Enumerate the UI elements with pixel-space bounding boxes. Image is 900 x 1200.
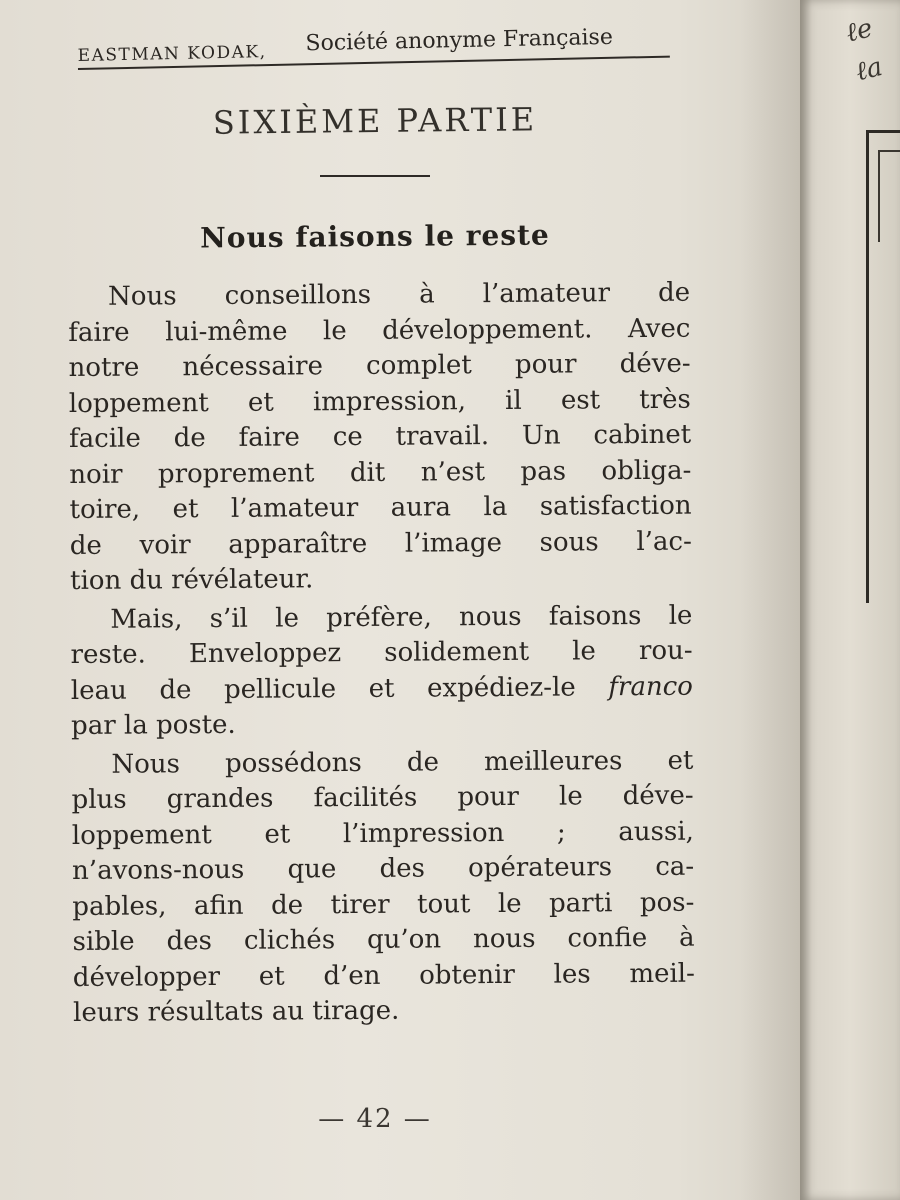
- paragraph-3: [71, 743, 695, 1031]
- text-line: sible des clichés qu’on nous confie à: [72, 922, 695, 957]
- text-line: notre nécessaire complet pour déve-: [68, 348, 691, 383]
- gutter-shadow: [740, 0, 800, 1200]
- title-rule: [320, 175, 430, 177]
- text-line: loppement et l’impression ; aussi,: [71, 816, 694, 851]
- text-line: par la poste.: [71, 709, 236, 741]
- paragraph-2: [70, 598, 693, 744]
- text-line: toire, et l’amateur aura la satisfaction: [69, 490, 692, 525]
- paragraph-1: [68, 276, 692, 600]
- section-title: Nous faisons le reste: [200, 218, 550, 255]
- page-number: — 42 —: [318, 1104, 432, 1134]
- text-line-start: leau de pellicule et expédiez-le: [70, 671, 576, 706]
- text-line: facile de faire ce travail. Un cabinet: [69, 419, 692, 454]
- text-line: tion du révélateur.: [69, 564, 314, 596]
- text-line: développer et d’en obtenir les meil-: [72, 958, 695, 993]
- running-head-company: Société anonyme Française: [305, 24, 614, 57]
- running-head: [77, 22, 670, 70]
- part-title: SIXIÈME PARTIE: [212, 100, 538, 142]
- text-line: de voir apparaître l’image sous l’ac-: [69, 526, 692, 561]
- adjacent-page: [800, 0, 900, 1200]
- text-line: faire lui-même le développement. Avec: [68, 313, 691, 348]
- text-line: n’avons-nous que des opérateurs ca-: [72, 851, 695, 886]
- italic-word: franco: [608, 671, 693, 702]
- text-line: leurs résultats au tirage.: [73, 995, 400, 1028]
- text-line-with-italic: [71, 669, 693, 709]
- text-line: reste. Enveloppez solidement le rou-: [70, 635, 693, 670]
- running-head-publisher: EASTMAN KODAK,: [77, 42, 267, 67]
- text-line: plus grandes facilités pour le déve-: [71, 780, 694, 815]
- body-text: [68, 276, 695, 1035]
- adjacent-page-inner-frame: [878, 150, 900, 242]
- text-line: noir proprement dit n’est pas obliga-: [69, 455, 692, 490]
- adjacent-page-handwriting: ℓe ℓa: [842, 13, 886, 88]
- text-line: Mais, s’il le préfère, nous faisons le: [110, 600, 693, 635]
- text-line: Nous conseillons à l’amateur de: [108, 277, 691, 312]
- text-line: pables, afin de tirer tout le parti pos-: [72, 887, 695, 922]
- text-line: loppement et impression, il est très: [68, 384, 691, 419]
- text-line: Nous possédons de meilleures et: [111, 745, 694, 780]
